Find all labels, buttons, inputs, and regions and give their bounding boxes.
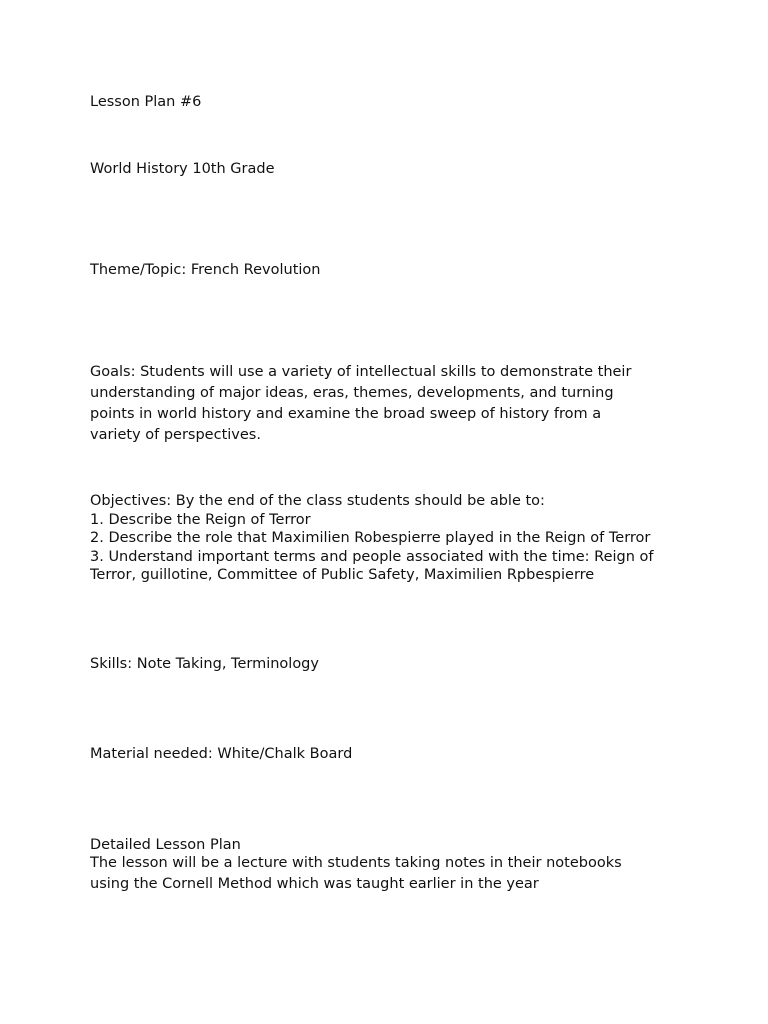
course-name: World History 10th Grade bbox=[90, 161, 275, 177]
objective-item: 1. Describe the Reign of Terror bbox=[90, 511, 311, 528]
skills-line: Skills: Note Taking, Terminology bbox=[90, 656, 319, 672]
goals-line: variety of perspectives. bbox=[90, 427, 261, 443]
detailed-body-line: The lesson will be a lecture with students taking notes in their notebooks bbox=[90, 855, 622, 871]
detailed-body-line: using the Cornell Method which was taught earlier in the year bbox=[90, 876, 539, 892]
objective-item-continued: Terror, guillotine, Committee of Public Safety, Maximilien Rpbespierre bbox=[90, 567, 595, 583]
goals-line: understanding of major ideas, eras, themes, developments, and turning bbox=[90, 385, 614, 401]
detailed-lesson-plan-section bbox=[90, 836, 690, 855]
document-title: Lesson Plan #6 bbox=[90, 94, 202, 110]
detailed-lesson-plan-heading: Detailed Lesson Plan bbox=[90, 837, 241, 853]
theme-topic: Theme/Topic: French Revolution bbox=[90, 262, 321, 278]
goals-line: Goals: Students will use a variety of intellectual skills to demonstrate their bbox=[90, 364, 632, 380]
goals-line: points in world history and examine the broad sweep of history from a bbox=[90, 406, 602, 422]
goals-section bbox=[90, 362, 690, 446]
objective-item: 2. Describe the role that Maximilien Robespierre played in the Reign of Terror bbox=[90, 530, 651, 546]
materials-line: Material needed: White/Chalk Board bbox=[90, 746, 353, 762]
objectives-heading: Objectives: By the end of the class students should be able to: bbox=[90, 493, 545, 509]
objectives-section bbox=[90, 492, 690, 585]
objective-item: 3. Understand important terms and people associated with the time: Reign of bbox=[90, 548, 654, 565]
detailed-lesson-plan-body bbox=[90, 853, 690, 895]
